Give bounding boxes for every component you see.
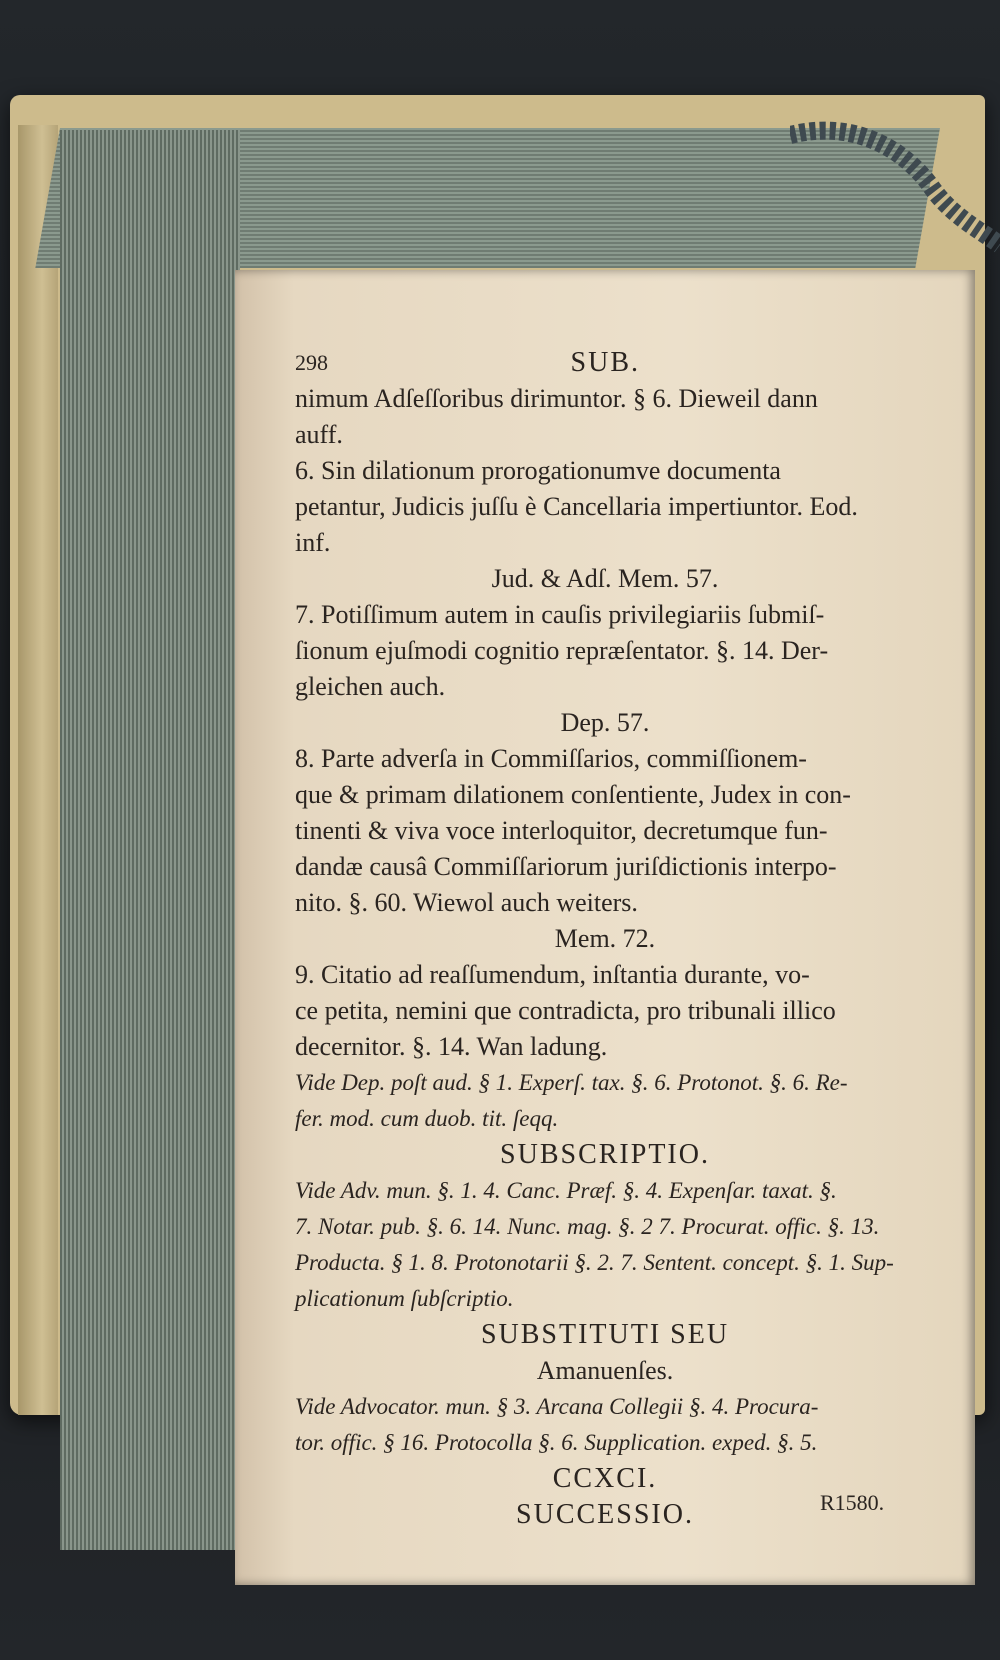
- chapter-number: CCXCI.: [552, 1463, 658, 1494]
- text-line: que & primam dilationem conſentiente, Judex in con-: [295, 780, 851, 809]
- cross-reference-line: 7. Notar. pub. §. 6. 14. Nunc. mag. §. 2 7. Procurat. offic. §. 13.: [295, 1214, 880, 1239]
- section-marker: Dep. 57.: [560, 708, 650, 737]
- text-line: 6. Sin dilationum prorogationumve documenta: [295, 456, 781, 485]
- section-marker: Jud. & Adſ. Mem. 57.: [491, 564, 719, 593]
- text-line: nito. §. 60. Wiewol auch weiters.: [295, 888, 638, 917]
- cross-reference-line: Vide Dep. poſt aud. § 1. Experſ. tax. §. 6. Protonot. §. 6. Re-: [295, 1070, 848, 1095]
- text-line: auff.: [295, 420, 343, 449]
- cross-reference-line: plicationum ſubſcriptio.: [295, 1286, 514, 1311]
- headband-ornament: [790, 115, 1000, 255]
- cover-edge: [18, 125, 58, 1415]
- catchword: R1580.: [820, 1490, 885, 1515]
- page-edges-left: [60, 130, 240, 1550]
- page-header: [295, 345, 640, 381]
- cross-reference-line: Vide Advocator. mun. § 3. Arcana Collegii §. 4. Procura-: [295, 1394, 819, 1419]
- text-line: 7. Potiſſimum autem in cauſis privilegiariis ſubmiſ-: [295, 600, 825, 629]
- page-number: 298: [295, 350, 328, 375]
- running-head: SUB.: [570, 347, 640, 378]
- text-line: 9. Citatio ad reaſſumendum, inſtantia durante, vo-: [295, 960, 810, 989]
- section-heading: SUCCESSIO.: [516, 1499, 694, 1530]
- section-subheading: Amanuenſes.: [536, 1356, 674, 1385]
- section-heading: SUBSTITUTI SEU: [480, 1319, 730, 1350]
- page-text: [295, 345, 915, 1533]
- text-line: petantur, Judicis juſſu è Cancellaria impertiuntor. Eod.: [295, 492, 858, 521]
- cross-reference-line: fer. mod. cum duob. tit. ſeqq.: [295, 1106, 559, 1131]
- text-line: decernitor. §. 14. Wan ladung.: [295, 1032, 608, 1061]
- section-marker: Mem. 72.: [554, 924, 656, 953]
- section-heading: SUBSCRIPTIO.: [500, 1139, 710, 1170]
- text-line: nimum Adſeſſoribus dirimuntor. § 6. Dieweil dann: [295, 384, 818, 413]
- text-line: gleichen auch.: [295, 672, 446, 701]
- text-line: ſionum ejuſmodi cognitio repræſentator. §. 14. Der-: [295, 636, 829, 665]
- cross-reference-line: Vide Adv. mun. §. 1. 4. Canc. Præf. §. 4. Expenſar. taxat. §.: [295, 1178, 837, 1203]
- text-line: ce petita, nemini que contradicta, pro tribunali illico: [295, 996, 836, 1025]
- text-line: dandæ causâ Commiſſariorum juriſdictionis interpo-: [295, 852, 837, 881]
- text-line: 8. Parte adverſa in Commiſſarios, commiſſionem-: [295, 744, 807, 773]
- cross-reference-line: Producta. § 1. 8. Protonotarii §. 2. 7. Sentent. concept. §. 1. Sup-: [295, 1250, 894, 1275]
- cross-reference-line: tor. offic. § 16. Protocolla §. 6. Supplication. exped. §. 5.: [295, 1430, 818, 1455]
- text-line: tinenti & viva voce interloquitor, decretumque fun-: [295, 816, 828, 845]
- text-line: inf.: [295, 528, 331, 557]
